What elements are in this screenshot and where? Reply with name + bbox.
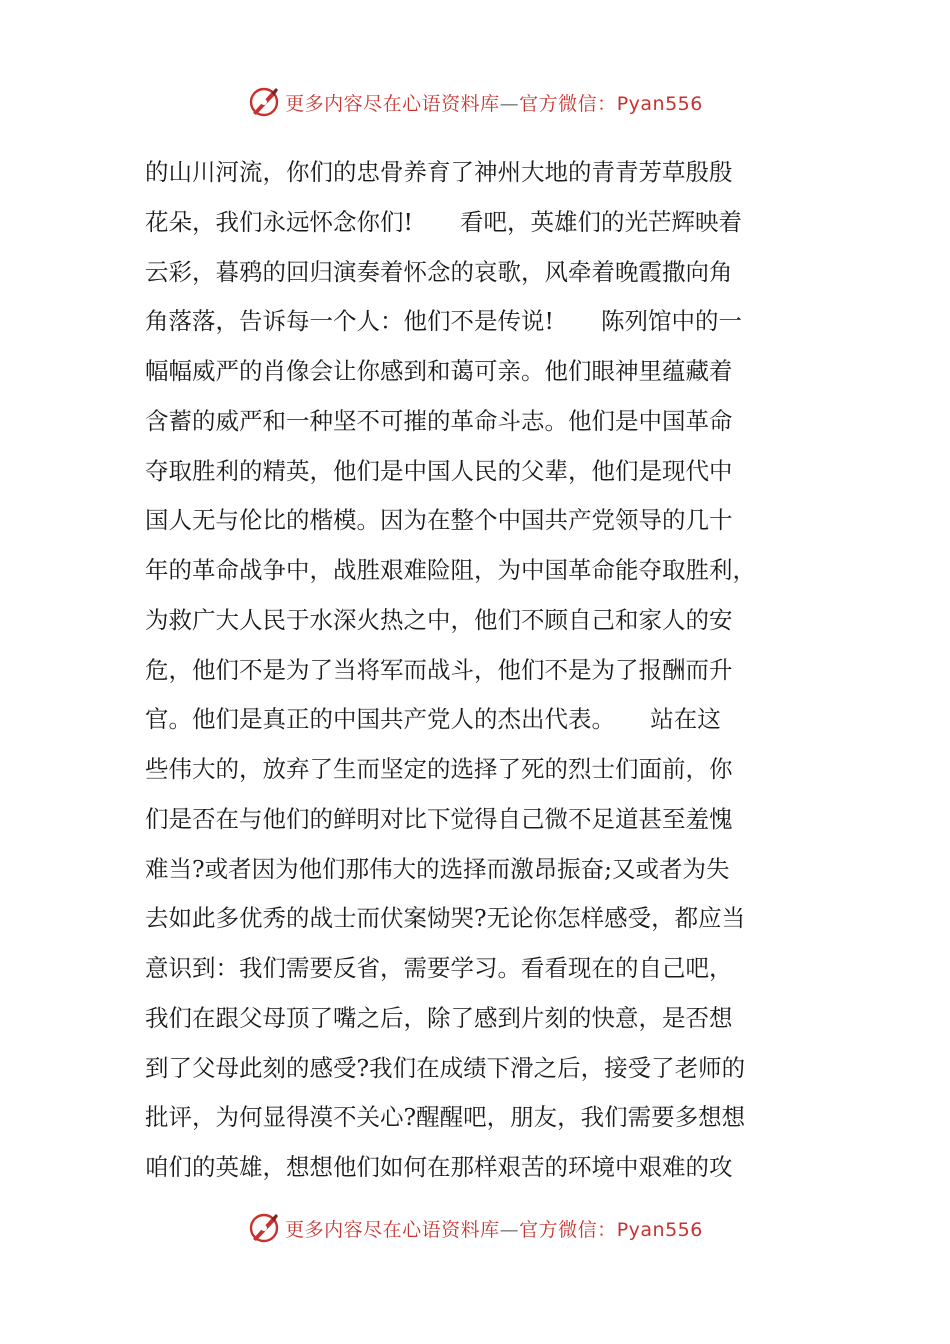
banner-main-text: 更多内容尽在心语资料库 bbox=[285, 92, 500, 115]
header-banner-text bbox=[285, 89, 703, 116]
text-line: 们是否在与他们的鲜明对比下觉得自己微不足道甚至羞愧 bbox=[145, 804, 733, 833]
banner-wechat-id: Pyan556 bbox=[616, 1218, 703, 1241]
text-line: 危，他们不是为了当将军而战斗，他们不是为了报酬而升 bbox=[145, 655, 733, 684]
text-line: 我们在跟父母顶了嘴之后，除了感到片刻的快意，是否想 bbox=[145, 1003, 733, 1032]
pen-circle-logo-icon bbox=[247, 85, 281, 119]
text-line: 角落落，告诉每一个人：他们不是传说! 陈列馆中的一 bbox=[145, 307, 742, 336]
text-line: 的山川河流，你们的忠骨养育了神州大地的青青芳草殷殷 bbox=[145, 158, 733, 186]
banner-dash: — bbox=[499, 92, 520, 115]
text-line: 云彩，暮鸦的回归演奏着怀念的哀歌，风牵着晚霞撒向角 bbox=[145, 257, 733, 286]
banner-official-label: 官方微信： bbox=[519, 92, 617, 115]
text-line: 批评，为何显得漠不关心?醒醒吧，朋友，我们需要多想想 bbox=[145, 1103, 746, 1132]
text-line: 年的革命战争中，战胜艰难险阻，为中国革命能夺取胜利， bbox=[145, 556, 756, 584]
pen-circle-logo-icon bbox=[247, 1211, 281, 1245]
text-line: 幅幅威严的肖像会让你感到和蔼可亲。他们眼神里蕴藏着 bbox=[145, 357, 733, 385]
text-line: 难当?或者因为他们那伟大的选择而激昂振奋;又或者为失 bbox=[145, 854, 730, 883]
text-line: 花朵，我们永远怀念你们! 看吧，英雄们的光芒辉映着 bbox=[145, 207, 742, 236]
footer-banner-text bbox=[285, 1215, 703, 1242]
text-line: 意识到：我们需要反省，需要学习。看看现在的自己吧， bbox=[145, 954, 733, 982]
text-line: 些伟大的，放弃了生而坚定的选择了死的烈士们面前，你 bbox=[145, 755, 733, 783]
text-line: 国人无与伦比的楷模。因为在整个中国共产党领导的几十 bbox=[145, 506, 733, 535]
text-line: 夺取胜利的精英，他们是中国人民的父辈，他们是现代中 bbox=[145, 456, 733, 485]
text-line: 含蓄的威严和一种坚不可摧的革命斗志。他们是中国革命 bbox=[145, 406, 733, 435]
banner-wechat-id: Pyan556 bbox=[616, 92, 703, 115]
footer-banner bbox=[0, 1210, 950, 1246]
banner-official-label: 官方微信： bbox=[519, 1218, 617, 1241]
text-line: 到了父母此刻的感受?我们在成绩下滑之后，接受了老师的 bbox=[145, 1053, 746, 1082]
banner-main-text: 更多内容尽在心语资料库 bbox=[285, 1218, 500, 1241]
banner-dash: — bbox=[499, 1218, 520, 1241]
text-line: 咱们的英雄，想想他们如何在那样艰苦的环境中艰难的攻 bbox=[145, 1153, 733, 1181]
text-line: 为救广大人民于水深火热之中，他们不顾自己和家人的安 bbox=[145, 605, 733, 634]
document-body bbox=[145, 148, 805, 1193]
header-banner bbox=[0, 84, 950, 120]
text-line: 官。他们是真正的中国共产党人的杰出代表。 站在这 bbox=[145, 705, 721, 734]
text-line: 去如此多优秀的战士而伏案恸哭?无论你怎样感受，都应当 bbox=[145, 904, 746, 933]
